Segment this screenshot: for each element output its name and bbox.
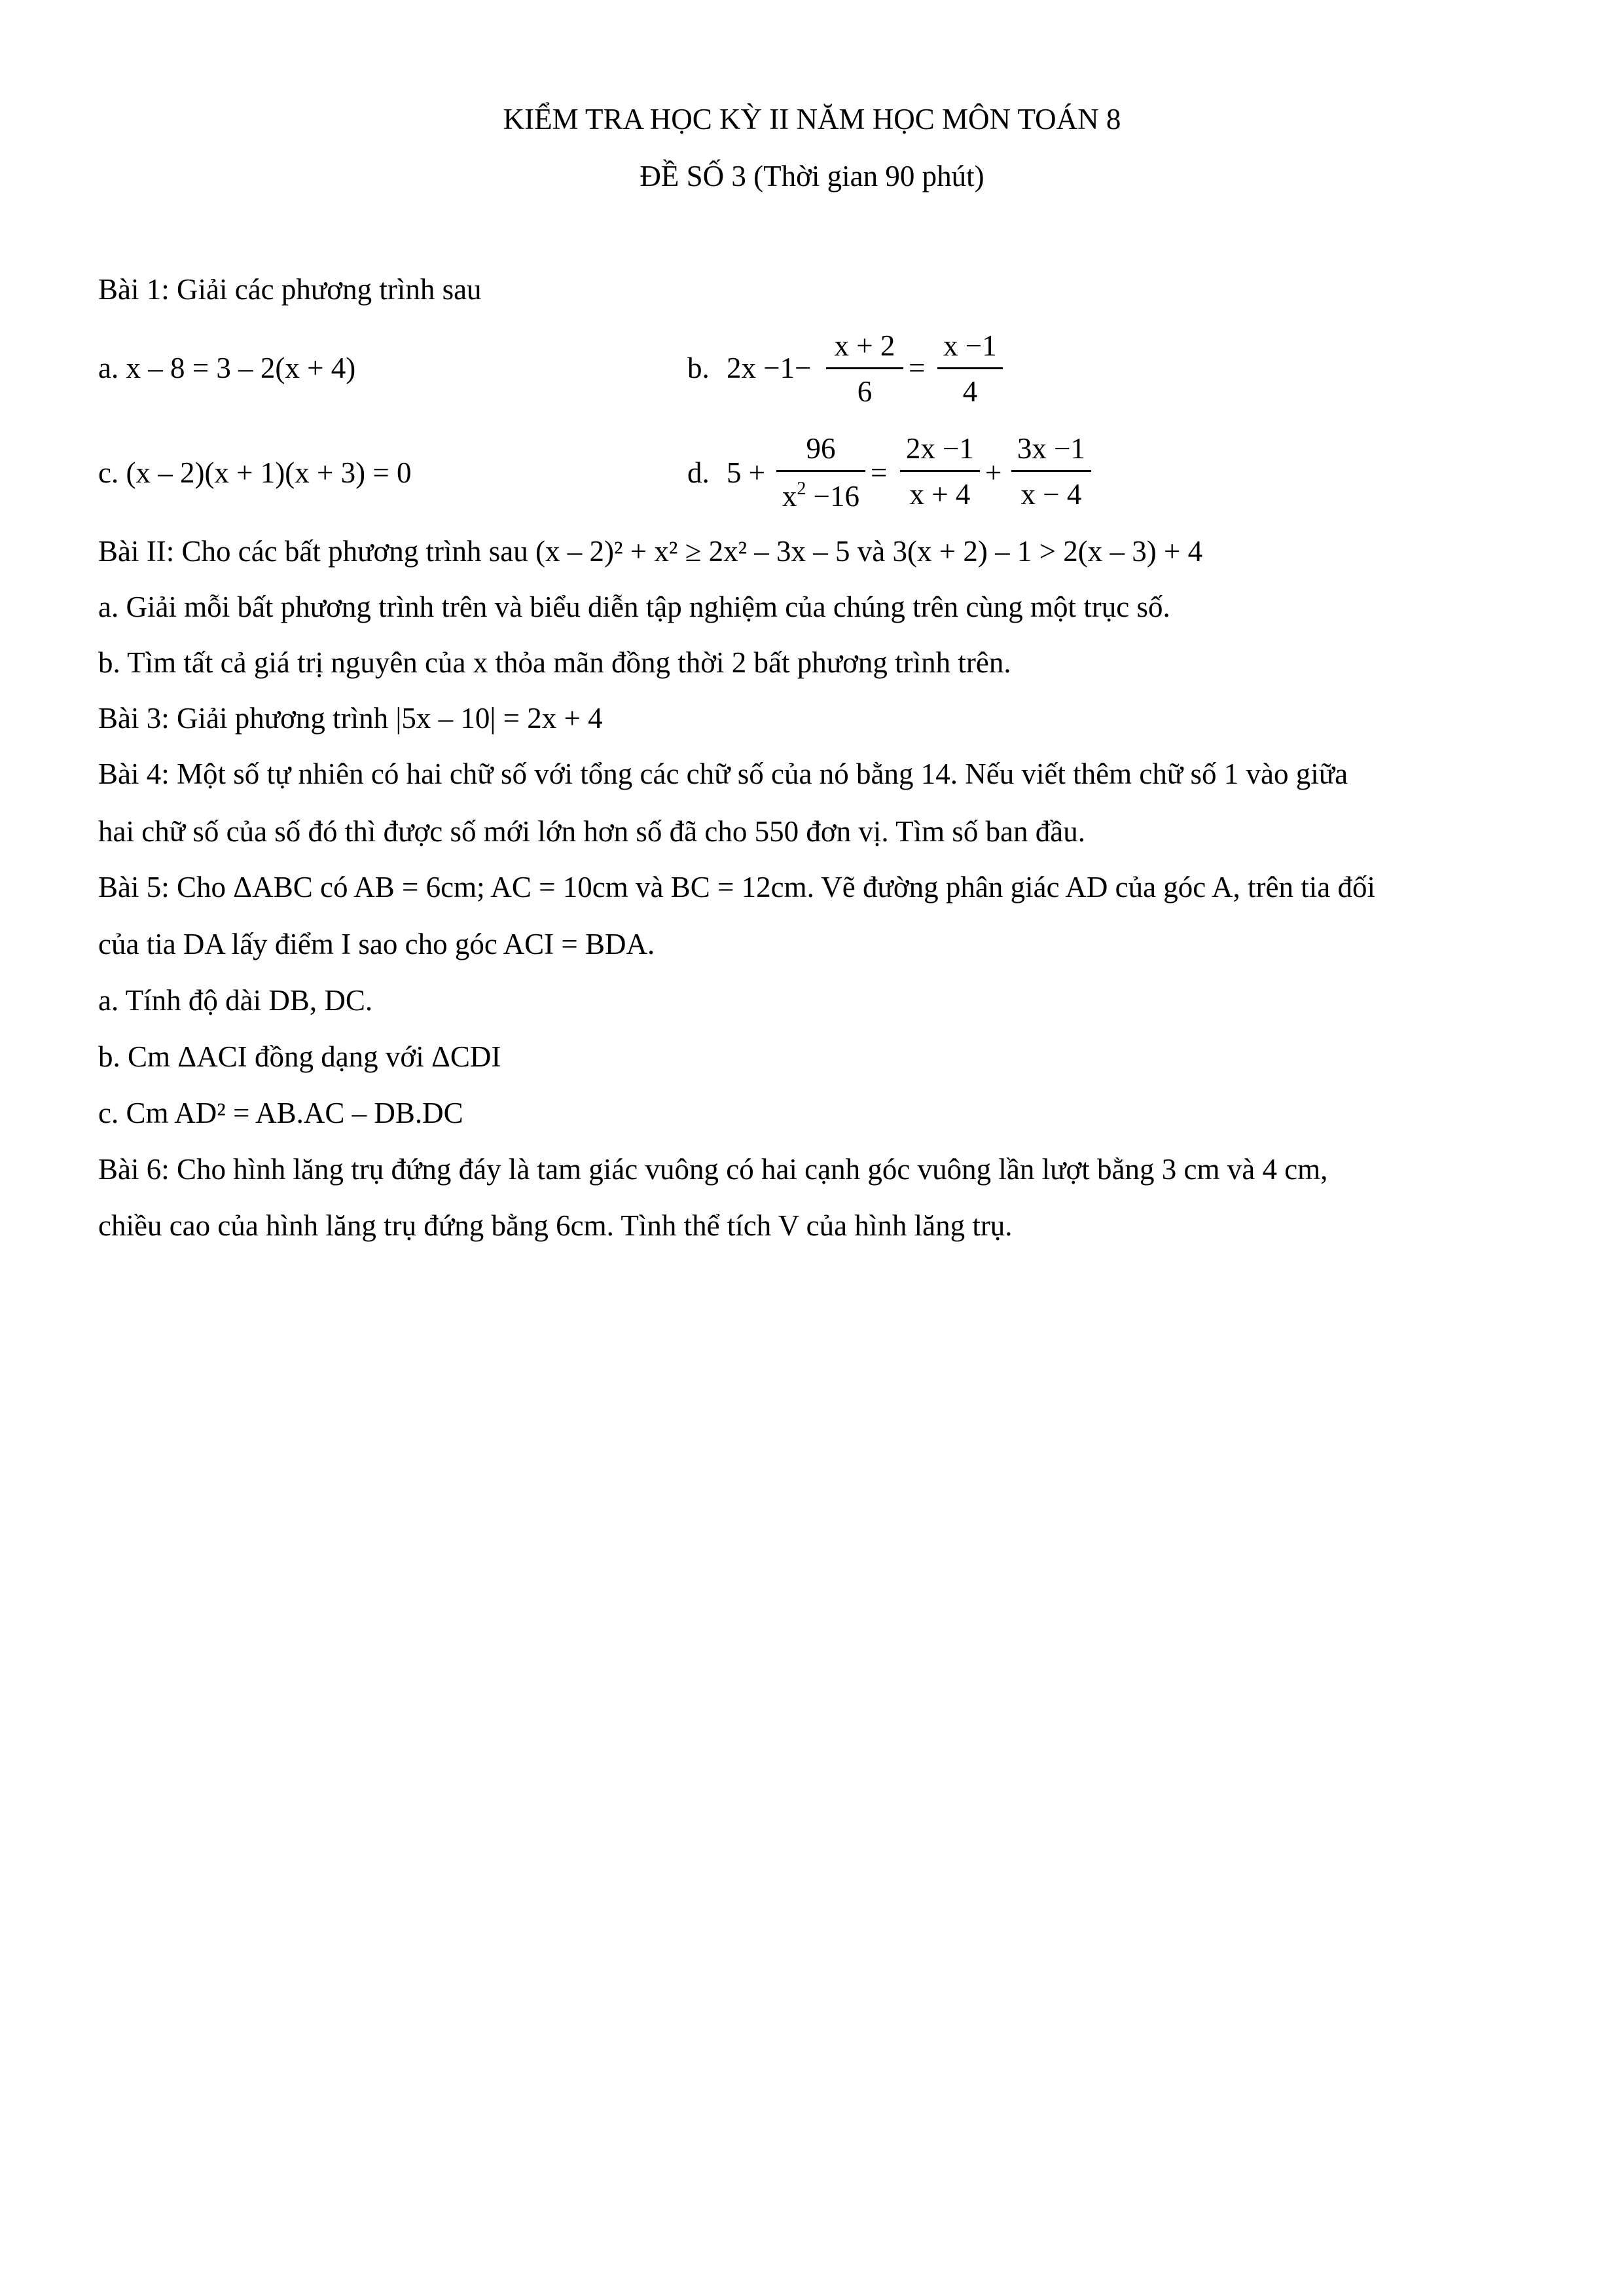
bai4-line1: Bài 4: Một số tự nhiên có hai chữ số với tổng các chữ số của nó bằng 14. Nếu viết thêm chữ số 1 vào giữa (98, 757, 1348, 790)
fraction-bar (776, 470, 865, 472)
bai5-line1: Bài 5: Cho ΔABC có AB = 6cm; AC = 10cm và BC = 12cm. Vẽ đường phân giác AD của góc A, trên tia đối (98, 871, 1375, 903)
fraction-denominator: x + 4 (909, 478, 971, 511)
den-rest: −16 (806, 480, 860, 513)
bai1-d-lhs: 5 + (727, 456, 766, 489)
den-exponent: 2 (797, 479, 806, 499)
fraction-denominator (776, 480, 865, 511)
bai6-line1: Bài 6: Cho hình lăng trụ đứng đáy là tam giác vuông có hai cạnh góc vuông lần lượt bằng 3 cm và 4 cm, (98, 1153, 1328, 1186)
bai1-b-label: b. (687, 352, 710, 384)
bai1-d-label: d. (687, 456, 710, 489)
bai1-d-plus: + (985, 456, 1002, 489)
bai2-heading: Bài II: Cho các bất phương trình sau (x – 2)² + x² ≥ 2x² – 3x – 5 và 3(x + 2) – 1 > 2(x – 3) + 4 (98, 535, 1203, 568)
bai6-line2: chiều cao của hình lăng trụ đứng bằng 6cm. Tình thể tích V của hình lăng trụ. (98, 1209, 1013, 1242)
fraction-numerator: x + 2 (834, 329, 895, 362)
fraction-bar (1011, 470, 1091, 472)
fraction-numerator: 3x −1 (1017, 432, 1086, 465)
bai1-c: c. (x – 2)(x + 1)(x + 3) = 0 (98, 456, 412, 489)
bai2-b: b. Tìm tất cả giá trị nguyên của x thỏa mãn đồng thời 2 bất phương trình trên. (98, 646, 1011, 679)
exam-title: KIỂM TRA HỌC KỲ II NĂM HỌC MÔN TOÁN 8 (503, 103, 1121, 136)
bai5-b: b. Cm ΔACI đồng dạng với ΔCDI (98, 1040, 501, 1073)
den-base: x (782, 480, 797, 513)
fraction-numerator: x −1 (943, 329, 997, 362)
bai2-a: a. Giải mỗi bất phương trình trên và biểu diễn tập nghiệm của chúng trên cùng một trục số. (98, 591, 1170, 623)
bai1-b-fraction-2 (937, 331, 1003, 407)
bai1-heading: Bài 1: Giải các phương trình sau (98, 273, 482, 306)
bai4-line2: hai chữ số của số đó thì được số mới lớn hơn số đã cho 550 đơn vị. Tìm số ban đầu. (98, 815, 1086, 848)
fraction-denominator: 6 (857, 375, 873, 408)
fraction-bar (826, 367, 903, 369)
fraction-denominator: 4 (962, 375, 978, 408)
fraction-numerator: 2x −1 (905, 432, 975, 465)
fraction-bar (937, 367, 1003, 369)
bai1-b-lhs: 2x −1− (727, 352, 812, 384)
exam-subtitle: ĐỀ SỐ 3 (Thời gian 90 phút) (640, 160, 984, 192)
fraction-bar (900, 470, 980, 472)
bai1-b-equals: = (909, 352, 926, 384)
fraction-denominator: x − 4 (1020, 478, 1082, 511)
bai3-heading: Bài 3: Giải phương trình |5x – 10| = 2x + 4 (98, 702, 603, 735)
fraction-numerator: 96 (806, 432, 836, 465)
bai1-a: a. x – 8 = 3 – 2(x + 4) (98, 352, 356, 384)
bai1-b-fraction-1 (826, 331, 903, 407)
bai1-d-equals: = (871, 456, 888, 489)
bai5-line2: của tia DA lấy điểm I sao cho góc ACI = BDA. (98, 928, 655, 960)
bai1-d-fraction-2 (900, 434, 980, 509)
bai5-a: a. Tính độ dài DB, DC. (98, 984, 373, 1017)
bai1-d-fraction-3 (1011, 434, 1091, 509)
bai1-d-fraction-1 (776, 434, 865, 511)
bai5-c: c. Cm AD² = AB.AC – DB.DC (98, 1097, 463, 1129)
